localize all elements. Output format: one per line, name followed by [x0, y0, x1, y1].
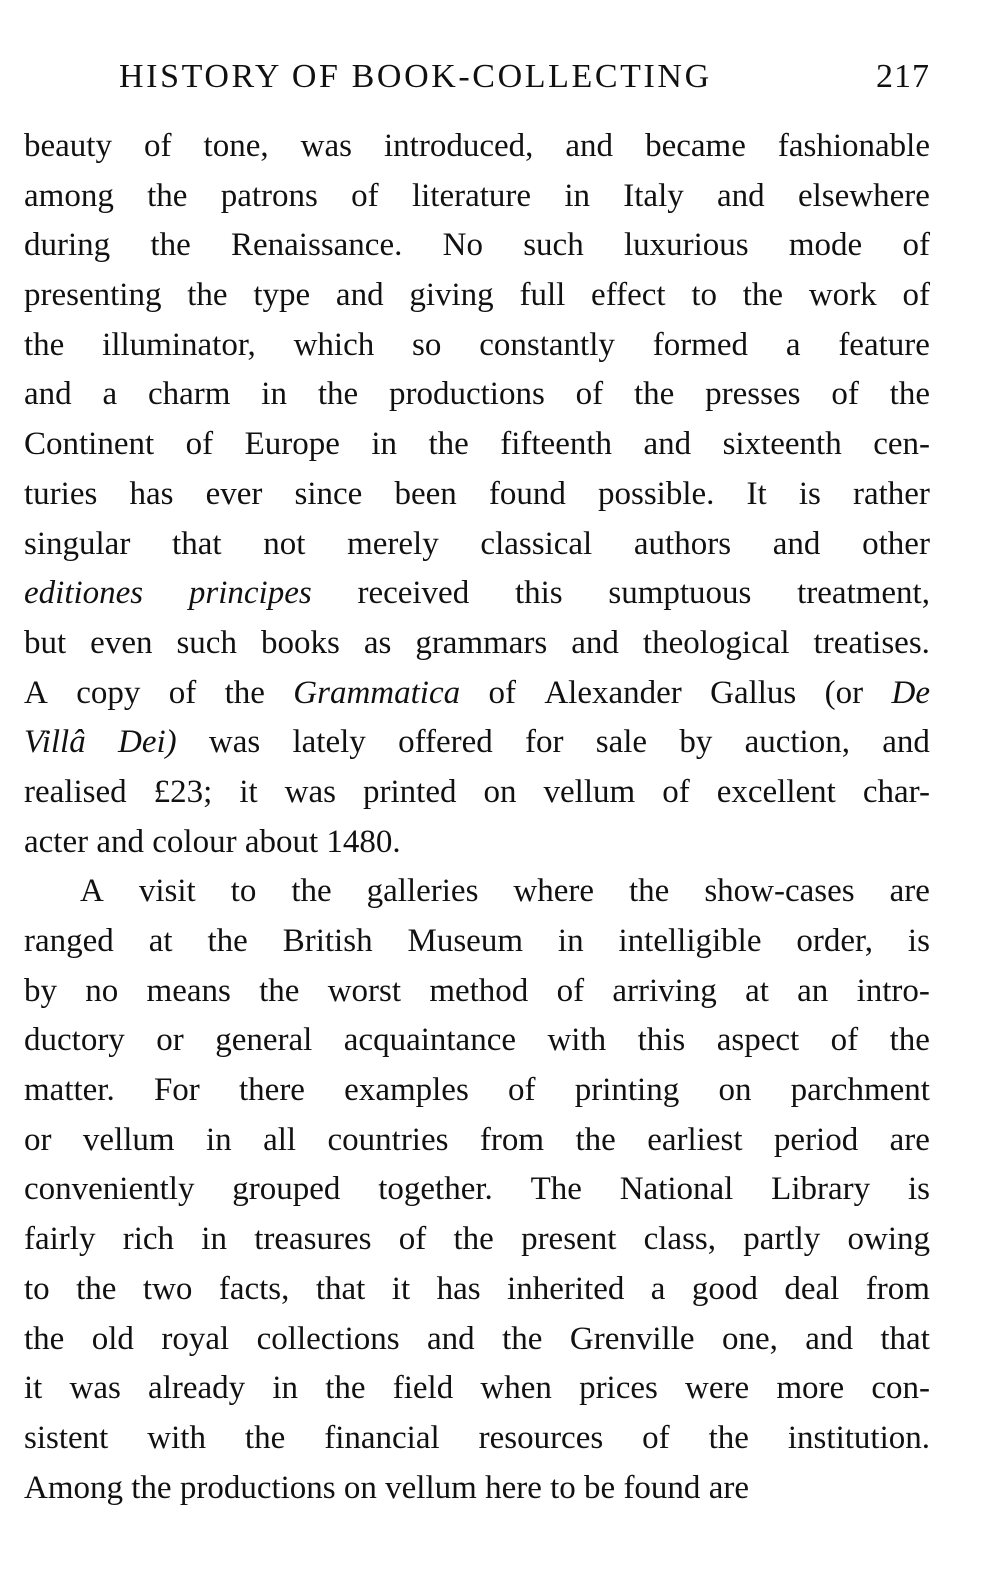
text-line: Villâ Dei) was lately offered for sale by auction, and [24, 724, 930, 761]
text-line: realised £23; it was printed on vellum of excellent char- [24, 773, 930, 810]
text-line: it was already in the field when prices were more con- [24, 1370, 930, 1407]
text-line: and a charm in the productions of the presses of the [24, 376, 930, 413]
text-line: acter and colour about 1480. [24, 823, 401, 860]
text-line: A copy of the Grammatica of Alexander Gallus (or De [24, 674, 930, 711]
text-line: ductory or general acquaintance with this aspect of the [24, 1022, 930, 1059]
text-line: but even such books as grammars and theological treatises. [24, 624, 930, 661]
text-line: presenting the type and giving full effect to the work of [24, 277, 930, 314]
text-line: matter. For there examples of printing on parchment [24, 1072, 930, 1109]
running-title: HISTORY OF BOOK-COLLECTING [119, 58, 712, 95]
paragraph [24, 128, 930, 873]
text-line: during the Renaissance. No such luxurious mode of [24, 227, 930, 264]
text-line: turies has ever since been found possible. It is rather [24, 475, 930, 512]
text-line: the old royal collections and the Grenville one, and that [24, 1320, 930, 1357]
text-line: by no means the worst method of arriving at an intro- [24, 972, 930, 1009]
text-line: or vellum in all countries from the earliest period are [24, 1121, 930, 1158]
text-line: sistent with the financial resources of the institution. [24, 1419, 930, 1456]
page-number: 217 [876, 58, 930, 95]
text-line: ranged at the British Museum in intelligible order, is [24, 923, 930, 959]
text-line: to the two facts, that it has inherited a good deal from [24, 1270, 930, 1307]
running-head [119, 58, 930, 102]
text-line: editiones principes received this sumptuous treatment, [24, 575, 930, 612]
paragraph [24, 873, 930, 1519]
text-line: Among the productions on vellum here to be found are [24, 1469, 749, 1506]
text-line: fairly rich in treasures of the present class, partly owing [24, 1221, 930, 1258]
text-line: Continent of Europe in the fifteenth and sixteenth cen- [24, 426, 930, 463]
text-line: conveniently grouped together. The National Library is [24, 1171, 930, 1208]
text-line: A visit to the galleries where the show-cases are [80, 873, 930, 910]
text-line: singular that not merely classical authors and other [24, 525, 930, 562]
text-line: the illuminator, which so constantly formed a feature [24, 326, 930, 363]
body-text [24, 128, 930, 1519]
text-line: among the patrons of literature in Italy and elsewhere [24, 177, 930, 214]
text-line: beauty of tone, was introduced, and became fashionable [24, 128, 930, 164]
book-page [24, 0, 930, 1583]
